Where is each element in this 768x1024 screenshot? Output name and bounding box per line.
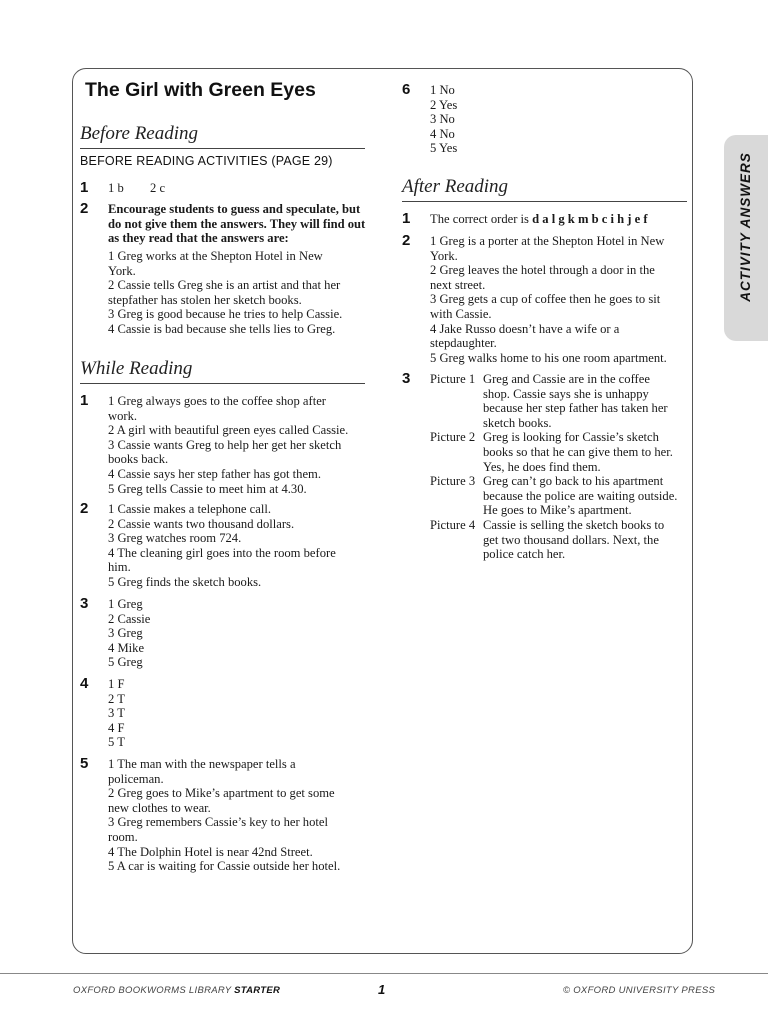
answer-line: 3 Greg remembers Cassie’s key to her hotel: [108, 815, 328, 830]
picture-answer-line: police catch her.: [483, 547, 566, 562]
picture-label: Picture 1: [430, 372, 476, 386]
picture-label: Picture 3: [430, 474, 476, 489]
footer-series: [73, 985, 280, 996]
answer-line: 1 No: [430, 83, 455, 97]
while-q3-number: 3: [80, 595, 89, 612]
while-q1-number: 1: [80, 392, 89, 409]
answer-line: 2 Greg leaves the hotel through a door in the: [430, 263, 655, 278]
answer-line: 4 F: [108, 720, 125, 735]
answer-line: new clothes to wear.: [108, 800, 211, 815]
answer-line: stepdaughter.: [430, 336, 497, 351]
before-q2-number: 2: [80, 200, 89, 217]
answer-line: 3 Greg is good because he tries to help Cassie.: [108, 307, 343, 322]
answer-line: 5 Greg finds the sketch books.: [108, 575, 262, 589]
footer-rule: [0, 973, 768, 974]
answer-line: 5 Yes: [430, 141, 458, 156]
picture-answer-line: Greg can’t go back to his apartment: [483, 474, 664, 489]
answer-line: policeman.: [108, 771, 164, 786]
answer-line: 1 Greg always goes to the coffee shop after: [108, 394, 326, 408]
after-q1-answer: [430, 212, 648, 227]
picture-answer-line: Cassie is selling the sketch books to: [483, 518, 665, 532]
answer-line: 2 Yes: [430, 97, 458, 112]
picture-answer-line: shop. Cassie says she is unhappy: [483, 386, 649, 401]
while-reading-heading: While Reading: [80, 358, 365, 384]
answer-line: 4 The cleaning girl goes into the room before: [108, 545, 336, 560]
after-q2-number: 2: [402, 232, 411, 249]
picture-answer-line: because the police are waiting outside.: [483, 488, 678, 503]
answer-line: 2 Greg goes to Mike’s apartment to get some: [108, 786, 335, 801]
answer-line: 5 A car is waiting for Cassie outside her hotel.: [108, 859, 341, 874]
side-tab: [724, 135, 768, 341]
picture-answer-line: get two thousand dollars. Next, the: [483, 532, 659, 547]
after-q1-order: d a l g k m b c i h j e f: [532, 212, 648, 226]
while-q5-number: 5: [80, 755, 89, 772]
picture-answer-line: because her step father has taken her: [483, 401, 668, 416]
answer-line: York.: [430, 248, 458, 263]
answer-line: room.: [108, 830, 138, 844]
instruction-line: do not give them the answers. They will find out: [108, 216, 366, 231]
answer-line: 5 Greg: [108, 655, 143, 670]
answer-line: 4 Mike: [108, 640, 145, 655]
instruction-line: as they read that the answers are:: [108, 231, 289, 246]
answer-line: 3 Greg: [108, 626, 143, 641]
answer-line: 1 Greg works at the Shepton Hotel in New: [108, 249, 323, 263]
answer-line: 2 Cassie tells Greg she is an artist and that her: [108, 278, 341, 293]
answer-line: 3 T: [108, 706, 125, 721]
footer-series-name: OXFORD BOOKWORMS LIBRARY: [73, 985, 235, 996]
answer-line: 2 A girl with beautiful green eyes called Cassie.: [108, 423, 349, 438]
while-q4-number: 4: [80, 675, 89, 692]
picture-answer-line: Greg is looking for Cassie’s sketch: [483, 430, 659, 445]
while-q2-number: 2: [80, 500, 89, 517]
answer-line: books back.: [108, 452, 169, 467]
before-q1-number: 1: [80, 179, 89, 196]
answer-line: work.: [108, 408, 138, 423]
answer-line: 4 Jake Russo doesn’t have a wife or a: [430, 321, 620, 336]
before-q1-answer-a: 1 b: [108, 181, 124, 195]
answer-line: him.: [108, 560, 131, 575]
page-number: 1: [378, 982, 386, 997]
picture-label: Picture 4: [430, 518, 476, 532]
footer-publisher: © OXFORD UNIVERSITY PRESS: [563, 985, 716, 996]
answer-line: 3 No: [430, 112, 455, 127]
answer-line: 1 Greg is a porter at the Shepton Hotel in New: [430, 234, 665, 248]
answer-line: 3 Cassie wants Greg to help her get her sketch: [108, 437, 342, 452]
answer-line: York.: [108, 263, 136, 278]
answer-line: 2 T: [108, 691, 125, 706]
picture-answer-line: He goes to Mike’s apartment.: [483, 503, 632, 518]
answer-line: next street.: [430, 277, 486, 292]
after-q1-number: 1: [402, 210, 411, 227]
answer-line: 1 F: [108, 677, 125, 691]
picture-answer-line: Greg and Cassie are in the coffee: [483, 372, 650, 386]
answer-line: 5 Greg tells Cassie to meet him at 4.30.: [108, 481, 307, 496]
answer-line: 4 The Dolphin Hotel is near 42nd Street.: [108, 844, 313, 859]
before-reading-heading: Before Reading: [80, 123, 365, 149]
before-reading-subheading: BEFORE READING ACTIVITIES (PAGE 29): [80, 154, 333, 168]
answer-line: stepfather has stolen her sketch books.: [108, 292, 302, 307]
after-reading-heading: After Reading: [402, 176, 687, 202]
page-title: The Girl with Green Eyes: [85, 79, 316, 101]
answer-line: with Cassie.: [430, 307, 492, 321]
answer-line: 2 Cassie: [108, 611, 151, 626]
answer-line: 3 Greg watches room 724.: [108, 531, 242, 546]
picture-answer-line: sketch books.: [483, 415, 552, 430]
picture-answer-line: Yes, he does find them.: [483, 459, 601, 474]
picture-label: Picture 2: [430, 430, 476, 445]
side-tab-label: ACTIVITY ANSWERS: [738, 152, 753, 302]
after-q1-prefix: The correct order is: [430, 212, 533, 226]
picture-answer-line: books so that he can give them to her.: [483, 445, 673, 459]
instruction-line: Encourage students to guess and speculate, but: [108, 202, 361, 216]
before-q1-answer-b: 2 c: [150, 181, 166, 195]
answer-line: 3 Greg gets a cup of coffee then he goes to sit: [430, 292, 661, 307]
answer-line: 5 Greg walks home to his one room apartment.: [430, 350, 667, 365]
answer-line: 1 Cassie makes a telephone call.: [108, 502, 271, 516]
answer-line: 5 T: [108, 735, 125, 750]
answer-line: 4 No: [430, 126, 455, 141]
answer-line: 1 Greg: [108, 597, 143, 611]
q6-number: 6: [402, 81, 411, 98]
answer-line: 2 Cassie wants two thousand dollars.: [108, 516, 295, 531]
after-q3-number: 3: [402, 370, 411, 387]
footer-level: STARTER: [234, 985, 281, 996]
answer-line: 4 Cassie says her step father has got them.: [108, 467, 321, 481]
answer-line: 4 Cassie is bad because she tells lies to Greg.: [108, 322, 336, 336]
answer-line: 1 The man with the newspaper tells a: [108, 757, 296, 771]
